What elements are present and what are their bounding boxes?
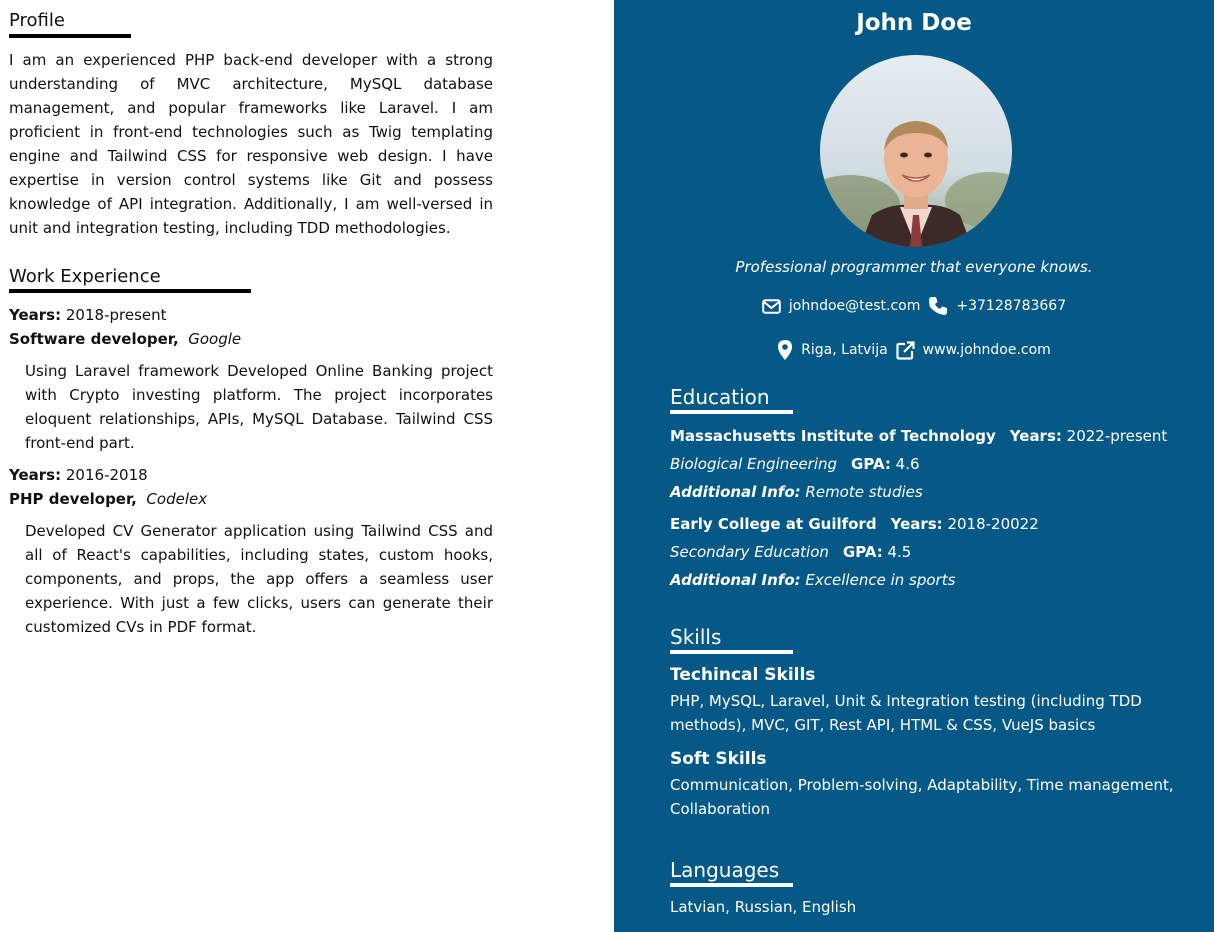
phone-contact[interactable] xyxy=(928,296,1066,316)
contact-row xyxy=(614,294,1214,318)
technical-skills-text: PHP, MySQL, Laravel, Unit & Integration testing (including TDD methods), MVC, GIT, Rest API, HTML & CSS, VueJS basics xyxy=(670,692,1142,734)
avatar xyxy=(820,55,1012,247)
field-line xyxy=(670,450,1190,478)
years-label: Years: xyxy=(890,515,943,533)
location-row xyxy=(614,338,1214,362)
company-name: Google xyxy=(188,330,242,348)
years-label: Years: xyxy=(9,306,62,324)
work-title: Work Experience xyxy=(9,266,161,287)
info-line xyxy=(670,478,1190,506)
soft-skills-title: Soft Skills xyxy=(670,749,767,769)
job-entry xyxy=(9,463,493,639)
work-section xyxy=(9,265,493,639)
school-line xyxy=(670,422,1190,450)
phone-icon xyxy=(928,296,948,316)
info-label: Additional Info: xyxy=(670,483,801,501)
years-value: 2022-present xyxy=(1066,427,1168,445)
field-name: Secondary Education xyxy=(670,543,829,561)
soft-skills-text: Communication, Problem-solving, Adaptability, Time management, Collaboration xyxy=(670,776,1174,818)
years-label: Years: xyxy=(9,466,62,484)
job-description: Developed CV Generator application using Tailwind CSS and all of React's capabilities, including states, custom hooks, components, and props, the app offers a seamless user experience. With just a few clicks, users can generate their customized CVs in PDF format. xyxy=(25,522,493,636)
company-name: Codelex xyxy=(146,490,208,508)
sidebar xyxy=(614,0,1214,932)
school-name: Early College at Guilford xyxy=(670,515,877,533)
work-title-underline xyxy=(9,289,251,293)
education-entry xyxy=(670,510,1190,594)
job-entry xyxy=(9,303,493,455)
skills-title-underline xyxy=(670,650,793,654)
info-line xyxy=(670,566,1190,594)
profile-section xyxy=(9,9,493,240)
profile-text: I am an experienced PHP back-end developer with a strong understanding of MVC architecture, MySQL database management, and popular frameworks like Laravel. I am proficient in front-end technologies such as Twig templating engine and Tailwind CSS for responsive web design. I have expertise in version control systems like Git and possess knowledge of API integration. Additionally, I am well-versed in unit and integration testing, including TDD methodologies. xyxy=(9,51,493,237)
location-contact xyxy=(777,340,888,360)
location-text: Riga, Latvija xyxy=(801,342,888,358)
external-link-icon xyxy=(896,341,915,360)
school-line xyxy=(670,510,1190,538)
field-name: Biological Engineering xyxy=(670,455,838,473)
info-value: Remote studies xyxy=(805,483,923,501)
profile-title: Profile xyxy=(9,10,65,31)
gpa-value: 4.5 xyxy=(887,543,912,561)
gpa-value: 4.6 xyxy=(895,455,920,473)
skills-title: Skills xyxy=(670,625,722,649)
education-title: Education xyxy=(670,385,770,409)
years-value: 2018-20022 xyxy=(947,515,1039,533)
envelope-icon xyxy=(762,299,781,314)
position-title: Software developer, xyxy=(9,330,179,348)
education-section xyxy=(670,384,1190,594)
years-value: 2018-present xyxy=(65,306,167,324)
map-pin-icon xyxy=(777,340,793,360)
school-name: Massachusetts Institute of Technology xyxy=(670,427,996,445)
job-description: Using Laravel framework Developed Online Banking project with Crypto investing platform. The project incorporates eloquent relationships, APIs, MySQL Database. Tailwind CSS front-end part. xyxy=(25,362,493,452)
education-title-underline xyxy=(670,410,793,414)
years-label: Years: xyxy=(1009,427,1062,445)
info-label: Additional Info: xyxy=(670,571,801,589)
years-value: 2016-2018 xyxy=(65,466,148,484)
languages-text: Latvian, Russian, English xyxy=(670,898,857,916)
person-name: John Doe xyxy=(856,10,972,36)
languages-section xyxy=(670,857,1190,919)
languages-title: Languages xyxy=(670,858,780,882)
info-value: Excellence in sports xyxy=(805,571,956,589)
job-years xyxy=(9,303,493,327)
job-years xyxy=(9,463,493,487)
phone-text[interactable]: +37128783667 xyxy=(956,298,1067,314)
avatar-photo xyxy=(820,55,1012,247)
position-title: PHP developer, xyxy=(9,490,137,508)
email-contact[interactable] xyxy=(762,298,921,314)
website-contact[interactable] xyxy=(896,341,1051,360)
gpa-label: GPA: xyxy=(851,455,891,473)
tagline: Professional programmer that everyone knows. xyxy=(735,258,1093,276)
job-position xyxy=(9,487,493,511)
gpa-label: GPA: xyxy=(842,543,883,561)
email-text[interactable]: johndoe@test.com xyxy=(788,298,921,314)
education-entry xyxy=(670,422,1190,506)
website-link[interactable]: www.johndoe.com xyxy=(922,342,1051,358)
languages-title-underline xyxy=(670,883,793,887)
skills-section xyxy=(670,624,1190,821)
profile-title-underline xyxy=(9,34,131,38)
technical-skills-title: Techincal Skills xyxy=(670,665,816,685)
field-line xyxy=(670,538,1190,566)
job-position xyxy=(9,327,493,351)
